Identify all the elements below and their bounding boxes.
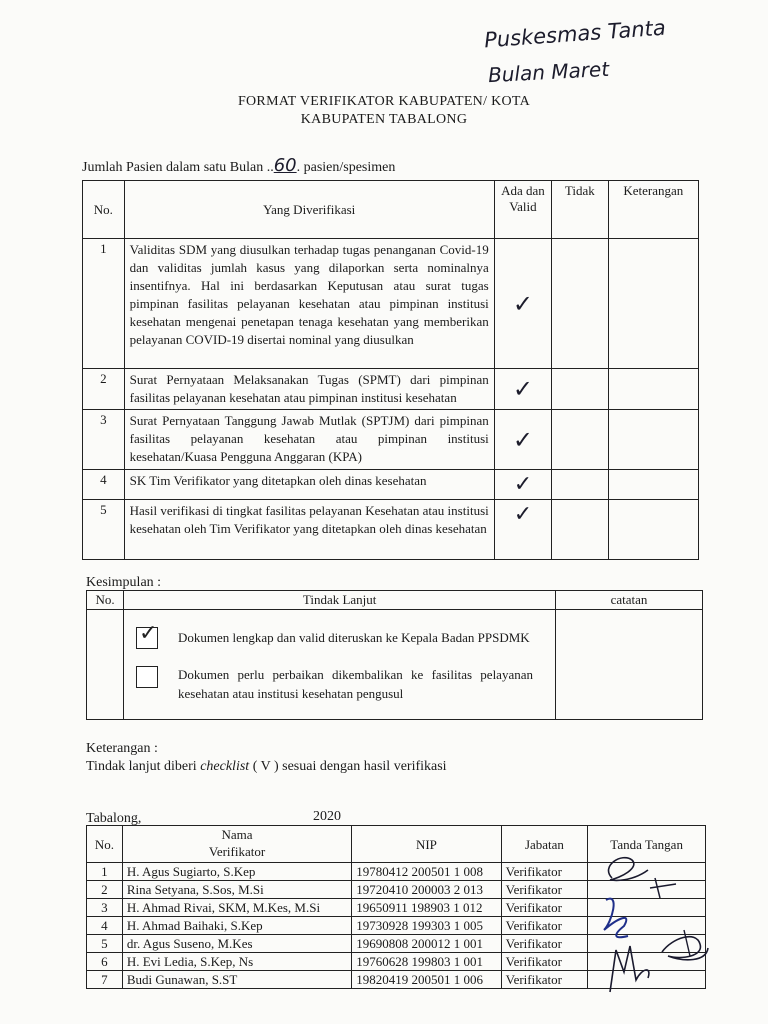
row-check: ✓ <box>494 239 551 369</box>
row-name: Budi Gunawan, S.ST <box>122 971 351 989</box>
note-prefix: Tindak lanjut diberi <box>86 759 201 774</box>
patient-count-prefix: Jumlah Pasien dalam satu Bulan .. <box>82 160 274 175</box>
row-check: ✓ <box>494 410 551 470</box>
row-jabatan: Verifikator <box>501 935 588 953</box>
row-no: 2 <box>87 881 123 899</box>
row-no: 1 <box>87 863 123 881</box>
row-jabatan: Verifikator <box>501 917 588 935</box>
row-text: Surat Pernyataan Melaksanakan Tugas (SPMT) dari pimpinan fasilitas pelayanan kesehatan atau pimpinan institusi kesehatan <box>124 369 494 410</box>
col-action: Tindak Lanjut <box>124 591 556 610</box>
row-name: dr. Agus Suseno, M.Kes <box>122 935 351 953</box>
col-jabatan: Jabatan <box>501 826 588 863</box>
col-no: No. <box>87 591 124 610</box>
row-nip: 19760628 199803 1 001 <box>352 953 501 971</box>
row-jabatan: Verifikator <box>501 863 588 881</box>
year-label: 2020 <box>313 809 341 824</box>
row-jabatan: Verifikator <box>501 899 588 917</box>
row-nip: 19730928 199303 1 005 <box>352 917 501 935</box>
col-name-label: Nama Verifikator <box>208 827 266 859</box>
row-check: ✓ <box>494 470 551 500</box>
row-no: 6 <box>87 953 123 971</box>
row-no: 5 <box>83 500 125 560</box>
handwritten-month: Bulan Maret <box>487 56 610 88</box>
row-no: 3 <box>83 410 125 470</box>
row-nip: 19780412 200501 1 008 <box>352 863 501 881</box>
col-notes: catatan <box>556 591 703 610</box>
checkmark-icon: ✓ <box>139 620 158 645</box>
col-valid: Ada dan Valid <box>494 181 551 239</box>
page-title: FORMAT VERIFIKATOR KABUPATEN/ KOTA <box>237 94 531 109</box>
row-text: SK Tim Verifikator yang ditetapkan oleh dinas kesehatan <box>124 470 494 500</box>
col-no: No. <box>83 181 125 239</box>
row-jabatan: Verifikator <box>501 953 588 971</box>
place-label: Tabalong, <box>86 811 142 826</box>
row-no: 2 <box>83 369 125 410</box>
note-label: Keterangan : <box>86 741 158 756</box>
row-text: Hasil verifikasi di tingkat fasilitas pelayanan Kesehatan atau institusi kesehatan oleh Tim Verifikator yang ditetapkan oleh dinas kesehatan <box>124 500 494 560</box>
page-subtitle: KABUPATEN TABALONG <box>300 112 468 127</box>
col-no: No. <box>87 826 123 863</box>
row-name: Rina Setyana, S.Sos, M.Si <box>122 881 351 899</box>
row-check: ✓ <box>494 369 551 410</box>
conclusion-label: Kesimpulan : <box>86 575 162 590</box>
row-nip: 19650911 198903 1 012 <box>352 899 501 917</box>
row-name: H. Ahmad Baihaki, S.Kep <box>122 917 351 935</box>
row-no: 1 <box>83 239 125 369</box>
patient-count-suffix: . pasien/spesimen <box>296 160 396 175</box>
row-no: 7 <box>87 971 123 989</box>
option-perbaikan-label: Dokumen perlu perbaikan dikembalikan ke fasilitas pelayanan kesehatan atau institusi kesehatan pengusul <box>178 667 533 701</box>
option-lengkap-label: Dokumen lengkap dan valid diteruskan ke Kepala Badan PPSDMK <box>178 630 530 645</box>
col-signature: Tanda Tangan <box>588 826 706 863</box>
col-keterangan: Keterangan <box>608 181 698 239</box>
row-jabatan: Verifikator <box>501 971 588 989</box>
row-nip: 19820419 200501 1 006 <box>352 971 501 989</box>
row-name: H. Evi Ledia, S.Kep, Ns <box>122 953 351 971</box>
note-emph: checklist <box>200 759 250 774</box>
col-nip: NIP <box>352 826 501 863</box>
row-no: 5 <box>87 935 123 953</box>
row-name: H. Ahmad Rivai, SKM, M.Kes, M.Si <box>122 899 351 917</box>
note-suffix: ( V ) sesuai dengan hasil verifikasi <box>249 759 447 774</box>
row-name: H. Agus Sugiarto, S.Kep <box>122 863 351 881</box>
row-check: ✓ <box>494 500 551 560</box>
row-text: Surat Pernyataan Tanggung Jawab Mutlak (SPTJM) dari pimpinan fasilitas pelayanan kesehatan atau pimpinan institusi kesehatan/Kuasa Pengguna Anggaran (KPA) <box>124 410 494 470</box>
row-text: Validitas SDM yang diusulkan terhadap tugas penanganan Covid-19 dan validitas jumlah kasus yang dilaporkan serta nominalnya insentifnya. Hal ini berdasarkan Keputusan atau surat tugas pimpinan fasilitas pelayanan kesehatan atau pimpinan institusi kesehatan mengenai penetapan tenaga kesehatan yang memberikan pelayanan COVID-19 disertai nominal yang diusulkan <box>124 239 494 369</box>
row-jabatan: Verifikator <box>501 881 588 899</box>
col-item: Yang Diverifikasi <box>124 181 494 239</box>
patient-count-value: 60 <box>273 155 297 176</box>
handwritten-facility: Puskesmas Tanta <box>483 15 667 53</box>
row-no: 4 <box>87 917 123 935</box>
row-nip: 19690808 200012 1 001 <box>352 935 501 953</box>
row-no: 4 <box>83 470 125 500</box>
row-no: 3 <box>87 899 123 917</box>
col-tidak: Tidak <box>552 181 608 239</box>
row-nip: 19720410 200003 2 013 <box>352 881 501 899</box>
